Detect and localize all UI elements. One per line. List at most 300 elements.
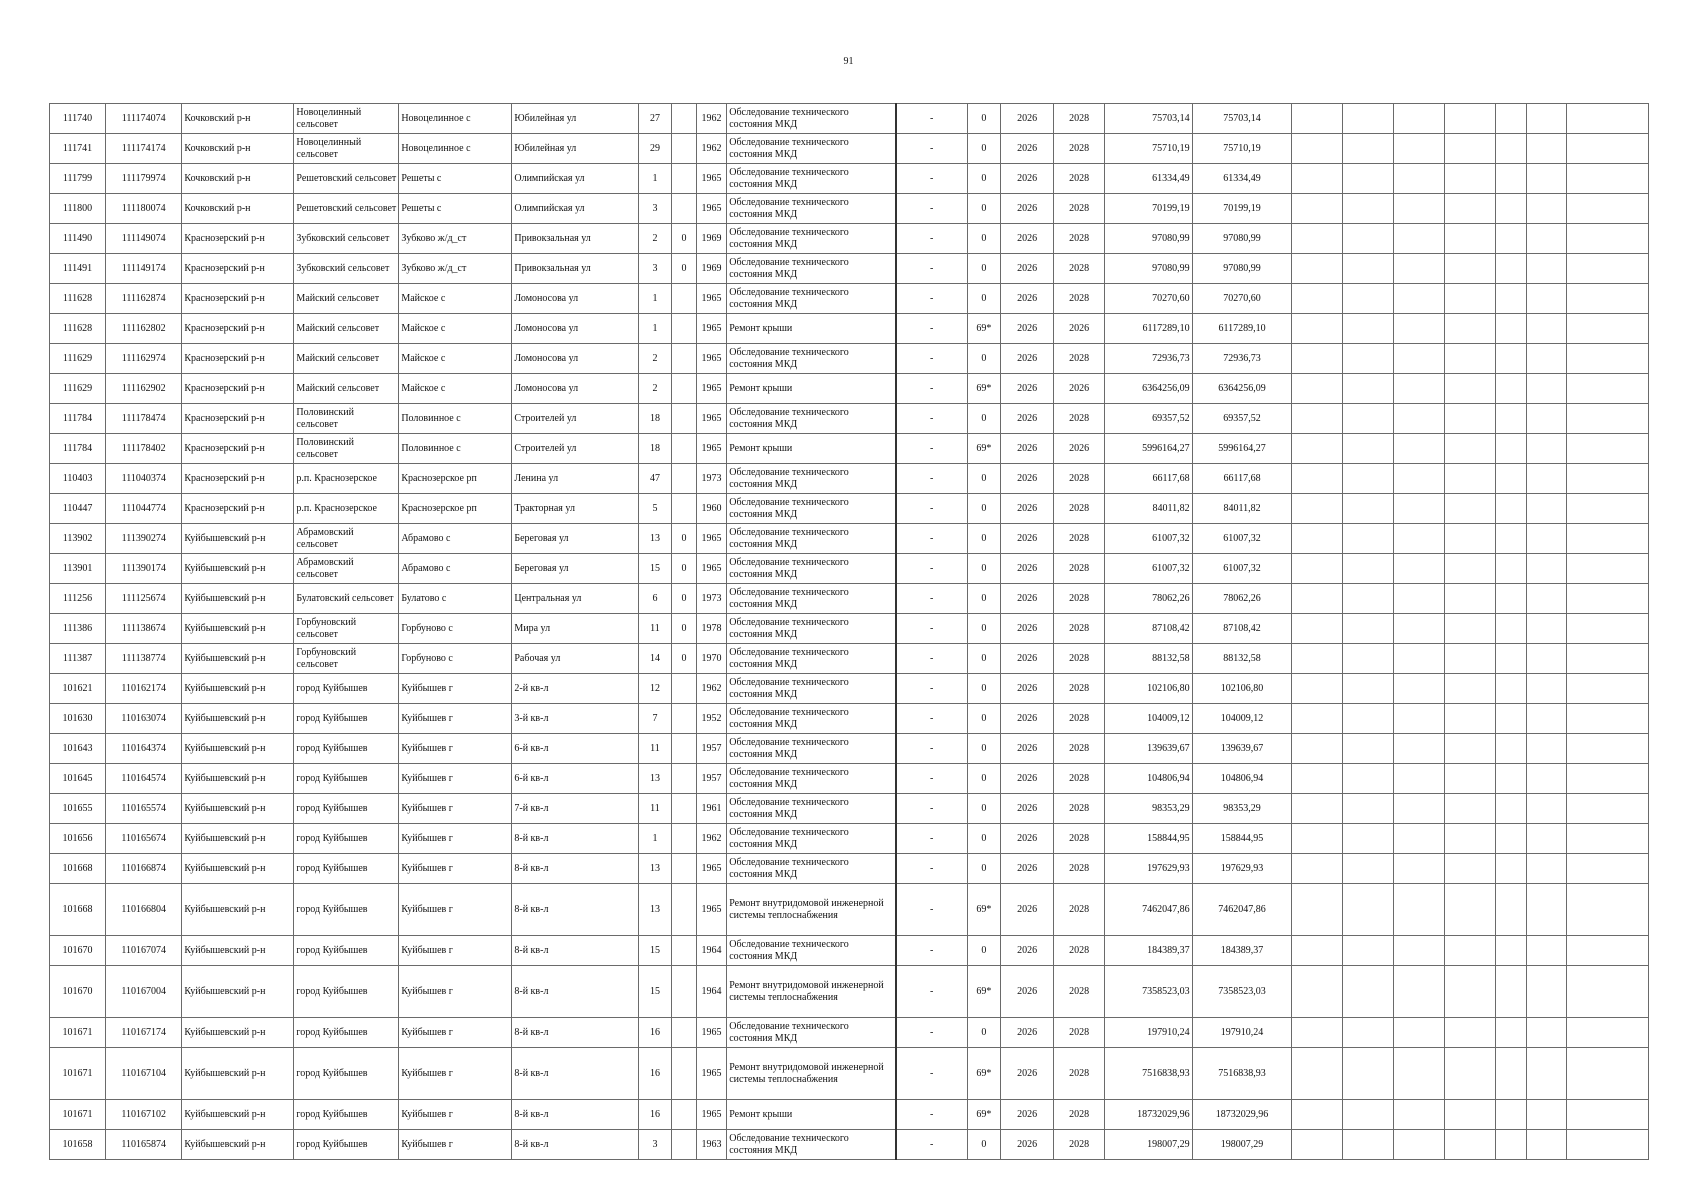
cell-empty: [1292, 554, 1343, 584]
cell-total: 7516838,93: [1192, 1048, 1292, 1100]
cell-empty: [1394, 1100, 1445, 1130]
table-row: [50, 1130, 1649, 1160]
cell-empty: [1567, 104, 1649, 134]
cell-work-id: 111390174: [106, 554, 182, 584]
cell-empty: [1445, 284, 1496, 314]
cell-empty: [1394, 824, 1445, 854]
cell-house-number: 11: [638, 614, 672, 644]
cell-year-built: 1978: [696, 614, 727, 644]
table-row: [50, 374, 1649, 404]
cell-district: Кочковский р-н: [182, 134, 294, 164]
cell-settlement: Майское с: [399, 284, 512, 314]
cell-work-id: 110167074: [106, 936, 182, 966]
cell-district: Краснозерский р-н: [182, 494, 294, 524]
cell-dash: -: [896, 704, 967, 734]
cell-municipality: Майский сельсовет: [294, 374, 399, 404]
cell-municipality: город Куйбышев: [294, 734, 399, 764]
table-row: [50, 1048, 1649, 1100]
cell-empty: [1292, 824, 1343, 854]
cell-street: 3-й кв-л: [512, 704, 638, 734]
cell-empty: [1526, 884, 1567, 936]
cell-year-start: 2026: [1001, 164, 1054, 194]
cell-empty: [1445, 1130, 1496, 1160]
cell-settlement: Куйбышев г: [399, 966, 512, 1018]
cell-house-number: 11: [638, 794, 672, 824]
cell-empty: [1567, 314, 1649, 344]
cell-cost: 87108,42: [1105, 614, 1193, 644]
cell-empty: [1496, 764, 1527, 794]
cell-empty: [1394, 1048, 1445, 1100]
cell-empty: [1394, 404, 1445, 434]
cell-wear: 0: [967, 194, 1001, 224]
cell-settlement: Новоцелинное с: [399, 134, 512, 164]
cell-municipality: город Куйбышев: [294, 1018, 399, 1048]
cell-work-id: 111162802: [106, 314, 182, 344]
cell-district: Куйбышевский р-н: [182, 854, 294, 884]
cell-building: [672, 434, 696, 464]
cell-street: Олимпийская ул: [512, 164, 638, 194]
cell-empty: [1292, 464, 1343, 494]
cell-settlement: Куйбышев г: [399, 674, 512, 704]
cell-empty: [1292, 284, 1343, 314]
cell-settlement: Куйбышев г: [399, 884, 512, 936]
cell-house-id: 111490: [50, 224, 106, 254]
cell-empty: [1343, 884, 1394, 936]
cell-year-start: 2026: [1001, 104, 1054, 134]
cell-year-start: 2026: [1001, 704, 1054, 734]
cell-year-end: 2028: [1054, 554, 1105, 584]
cell-district: Куйбышевский р-н: [182, 584, 294, 614]
cell-dash: -: [896, 524, 967, 554]
cell-wear: 0: [967, 254, 1001, 284]
cell-empty: [1496, 254, 1527, 284]
cell-year-start: 2026: [1001, 854, 1054, 884]
table-row: [50, 134, 1649, 164]
cell-empty: [1496, 936, 1527, 966]
cell-work-id: 111040374: [106, 464, 182, 494]
cell-empty: [1526, 434, 1567, 464]
cell-empty: [1292, 1018, 1343, 1048]
cell-district: Кочковский р-н: [182, 194, 294, 224]
cell-street: Ломоносова ул: [512, 344, 638, 374]
cell-house-number: 13: [638, 854, 672, 884]
cell-empty: [1567, 854, 1649, 884]
cell-house-id: 111387: [50, 644, 106, 674]
cell-empty: [1567, 224, 1649, 254]
cell-year-end: 2028: [1054, 584, 1105, 614]
cell-year-end: 2026: [1054, 314, 1105, 344]
cell-cost: 75710,19: [1105, 134, 1193, 164]
cell-work-id: 110166874: [106, 854, 182, 884]
cell-house-number: 15: [638, 966, 672, 1018]
table-row: [50, 1100, 1649, 1130]
cell-district: Куйбышевский р-н: [182, 1018, 294, 1048]
cell-empty: [1343, 134, 1394, 164]
cell-municipality: город Куйбышев: [294, 704, 399, 734]
cell-year-end: 2028: [1054, 966, 1105, 1018]
cell-municipality: Новоцелинный сельсовет: [294, 134, 399, 164]
cell-wear: 69*: [967, 1048, 1001, 1100]
cell-house-number: 1: [638, 164, 672, 194]
cell-empty: [1526, 104, 1567, 134]
cell-house-id: 111256: [50, 584, 106, 614]
cell-empty: [1343, 644, 1394, 674]
cell-district: Куйбышевский р-н: [182, 966, 294, 1018]
cell-wear: 0: [967, 584, 1001, 614]
cell-empty: [1496, 884, 1527, 936]
cell-district: Куйбышевский р-н: [182, 1048, 294, 1100]
table-row: [50, 734, 1649, 764]
cell-settlement: Булатово с: [399, 584, 512, 614]
cell-house-id: 111628: [50, 284, 106, 314]
cell-dash: -: [896, 374, 967, 404]
cell-work-id: 111149074: [106, 224, 182, 254]
cell-house-number: 1: [638, 824, 672, 854]
cell-cost: 84011,82: [1105, 494, 1193, 524]
cell-work-id: 110165674: [106, 824, 182, 854]
cell-year-built: 1962: [696, 824, 727, 854]
cell-empty: [1445, 1100, 1496, 1130]
cell-dash: -: [896, 404, 967, 434]
cell-year-end: 2028: [1054, 1018, 1105, 1048]
cell-empty: [1343, 614, 1394, 644]
cell-empty: [1526, 194, 1567, 224]
cell-empty: [1292, 404, 1343, 434]
cell-empty: [1526, 284, 1567, 314]
cell-empty: [1445, 674, 1496, 704]
cell-street: 8-й кв-л: [512, 1130, 638, 1160]
cell-house-id: 111629: [50, 374, 106, 404]
cell-empty: [1567, 554, 1649, 584]
cell-dash: -: [896, 254, 967, 284]
table-row: [50, 674, 1649, 704]
cell-empty: [1496, 434, 1527, 464]
cell-municipality: Майский сельсовет: [294, 344, 399, 374]
table-row: [50, 284, 1649, 314]
cell-street: 8-й кв-л: [512, 1018, 638, 1048]
cell-empty: [1496, 164, 1527, 194]
cell-empty: [1496, 524, 1527, 554]
cell-empty: [1292, 314, 1343, 344]
cell-year-start: 2026: [1001, 824, 1054, 854]
cell-cost: 184389,37: [1105, 936, 1193, 966]
cell-cost: 18732029,96: [1105, 1100, 1193, 1130]
cell-year-end: 2028: [1054, 674, 1105, 704]
cell-cost: 97080,99: [1105, 254, 1193, 284]
cell-work-id: 110166804: [106, 884, 182, 936]
cell-work-type: Ремонт крыши: [727, 374, 896, 404]
cell-total: 78062,26: [1192, 584, 1292, 614]
cell-cost: 97080,99: [1105, 224, 1193, 254]
cell-empty: [1394, 494, 1445, 524]
cell-year-built: 1969: [696, 254, 727, 284]
cell-empty: [1394, 614, 1445, 644]
cell-work-type: Обследование технического состояния МКД: [727, 584, 896, 614]
cell-settlement: Абрамово с: [399, 554, 512, 584]
cell-settlement: Куйбышев г: [399, 734, 512, 764]
cell-empty: [1445, 554, 1496, 584]
cell-work-type: Ремонт внутридомовой инженерной системы теплоснабжения: [727, 884, 896, 936]
cell-cost: 70270,60: [1105, 284, 1193, 314]
cell-empty: [1292, 1048, 1343, 1100]
cell-cost: 75703,14: [1105, 104, 1193, 134]
cell-house-number: 18: [638, 434, 672, 464]
cell-empty: [1394, 1018, 1445, 1048]
cell-municipality: город Куйбышев: [294, 884, 399, 936]
cell-empty: [1343, 194, 1394, 224]
cell-year-built: 1965: [696, 554, 727, 584]
cell-empty: [1567, 524, 1649, 554]
cell-work-id: 111162902: [106, 374, 182, 404]
table-row: [50, 764, 1649, 794]
cell-empty: [1343, 1018, 1394, 1048]
cell-house-id: 101656: [50, 824, 106, 854]
cell-house-number: 6: [638, 584, 672, 614]
cell-empty: [1526, 494, 1567, 524]
cell-empty: [1394, 854, 1445, 884]
table-row: [50, 884, 1649, 936]
cell-work-id: 111138774: [106, 644, 182, 674]
cell-total: 5996164,27: [1192, 434, 1292, 464]
cell-dash: -: [896, 854, 967, 884]
cell-work-id: 110163074: [106, 704, 182, 734]
cell-empty: [1445, 1048, 1496, 1100]
cell-wear: 0: [967, 794, 1001, 824]
cell-year-built: 1965: [696, 164, 727, 194]
cell-total: 104009,12: [1192, 704, 1292, 734]
cell-wear: 0: [967, 284, 1001, 314]
cell-dash: -: [896, 344, 967, 374]
cell-empty: [1496, 824, 1527, 854]
cell-empty: [1567, 734, 1649, 764]
cell-work-id: 111180074: [106, 194, 182, 224]
cell-empty: [1567, 494, 1649, 524]
cell-empty: [1394, 134, 1445, 164]
cell-year-start: 2026: [1001, 404, 1054, 434]
cell-year-start: 2026: [1001, 1100, 1054, 1130]
cell-empty: [1526, 704, 1567, 734]
cell-house-number: 18: [638, 404, 672, 434]
cell-year-start: 2026: [1001, 494, 1054, 524]
cell-work-id: 111162874: [106, 284, 182, 314]
cell-empty: [1526, 1018, 1567, 1048]
cell-empty: [1526, 314, 1567, 344]
cell-year-start: 2026: [1001, 344, 1054, 374]
cell-empty: [1567, 344, 1649, 374]
cell-total: 139639,67: [1192, 734, 1292, 764]
cell-building: 0: [672, 644, 696, 674]
cell-year-start: 2026: [1001, 936, 1054, 966]
cell-empty: [1526, 464, 1567, 494]
cell-year-built: 1952: [696, 704, 727, 734]
cell-empty: [1567, 254, 1649, 284]
cell-house-number: 29: [638, 134, 672, 164]
page-number: 91: [843, 56, 854, 67]
cell-year-end: 2028: [1054, 854, 1105, 884]
cell-street: 8-й кв-л: [512, 1048, 638, 1100]
cell-wear: 0: [967, 404, 1001, 434]
cell-year-built: 1965: [696, 1100, 727, 1130]
cell-year-end: 2028: [1054, 404, 1105, 434]
cell-wear: 0: [967, 164, 1001, 194]
cell-empty: [1526, 674, 1567, 704]
cell-street: Привокзальная ул: [512, 224, 638, 254]
cell-wear: 0: [967, 644, 1001, 674]
cell-street: 7-й кв-л: [512, 794, 638, 824]
cell-year-start: 2026: [1001, 194, 1054, 224]
cell-dash: -: [896, 584, 967, 614]
table-row: [50, 554, 1649, 584]
cell-empty: [1292, 194, 1343, 224]
cell-empty: [1394, 794, 1445, 824]
cell-empty: [1496, 554, 1527, 584]
cell-settlement: Половинное с: [399, 434, 512, 464]
cell-total: 61007,32: [1192, 554, 1292, 584]
cell-district: Куйбышевский р-н: [182, 936, 294, 966]
cell-year-start: 2026: [1001, 674, 1054, 704]
cell-wear: 0: [967, 824, 1001, 854]
cell-house-id: 111629: [50, 344, 106, 374]
table-row: [50, 936, 1649, 966]
table-row: [50, 644, 1649, 674]
cell-work-type: Ремонт крыши: [727, 434, 896, 464]
cell-work-id: 110167104: [106, 1048, 182, 1100]
cell-dash: -: [896, 936, 967, 966]
cell-dash: -: [896, 764, 967, 794]
cell-dash: -: [896, 134, 967, 164]
cell-building: 0: [672, 554, 696, 584]
cell-year-built: 1960: [696, 494, 727, 524]
cell-wear: 0: [967, 554, 1001, 584]
cell-street: Рабочая ул: [512, 644, 638, 674]
cell-year-built: 1965: [696, 404, 727, 434]
cell-dash: -: [896, 554, 967, 584]
cell-total: 75703,14: [1192, 104, 1292, 134]
cell-empty: [1292, 434, 1343, 464]
cell-district: Краснозерский р-н: [182, 284, 294, 314]
cell-district: Краснозерский р-н: [182, 434, 294, 464]
cell-settlement: Горбуново с: [399, 644, 512, 674]
cell-empty: [1567, 284, 1649, 314]
cell-empty: [1343, 524, 1394, 554]
cell-empty: [1567, 164, 1649, 194]
cell-cost: 104806,94: [1105, 764, 1193, 794]
cell-house-id: 101643: [50, 734, 106, 764]
cell-year-built: 1957: [696, 734, 727, 764]
cell-year-start: 2026: [1001, 554, 1054, 584]
cell-year-start: 2026: [1001, 966, 1054, 1018]
repair-program-table: [49, 103, 1649, 1160]
cell-dash: -: [896, 464, 967, 494]
cell-empty: [1526, 1048, 1567, 1100]
cell-empty: [1567, 966, 1649, 1018]
cell-municipality: р.п. Краснозерское: [294, 494, 399, 524]
cell-empty: [1394, 344, 1445, 374]
cell-empty: [1343, 584, 1394, 614]
cell-year-start: 2026: [1001, 1130, 1054, 1160]
cell-empty: [1343, 224, 1394, 254]
cell-building: [672, 284, 696, 314]
cell-empty: [1394, 464, 1445, 494]
cell-empty: [1567, 404, 1649, 434]
cell-house-number: 1: [638, 284, 672, 314]
cell-total: 70270,60: [1192, 284, 1292, 314]
cell-year-built: 1965: [696, 344, 727, 374]
cell-empty: [1394, 554, 1445, 584]
cell-empty: [1292, 224, 1343, 254]
cell-empty: [1292, 1130, 1343, 1160]
cell-year-start: 2026: [1001, 1018, 1054, 1048]
cell-district: Куйбышевский р-н: [182, 644, 294, 674]
cell-settlement: Половинное с: [399, 404, 512, 434]
cell-empty: [1526, 824, 1567, 854]
cell-work-type: Обследование технического состояния МКД: [727, 224, 896, 254]
cell-total: 104806,94: [1192, 764, 1292, 794]
cell-year-start: 2026: [1001, 1048, 1054, 1100]
cell-wear: 0: [967, 344, 1001, 374]
cell-settlement: Куйбышев г: [399, 936, 512, 966]
cell-year-end: 2028: [1054, 104, 1105, 134]
cell-empty: [1292, 734, 1343, 764]
cell-empty: [1292, 584, 1343, 614]
cell-empty: [1445, 374, 1496, 404]
cell-house-number: 13: [638, 764, 672, 794]
cell-empty: [1526, 1130, 1567, 1160]
cell-house-id: 101668: [50, 854, 106, 884]
cell-dash: -: [896, 494, 967, 524]
cell-district: Куйбышевский р-н: [182, 824, 294, 854]
cell-street: Ломоносова ул: [512, 284, 638, 314]
cell-house-id: 111800: [50, 194, 106, 224]
cell-year-end: 2028: [1054, 284, 1105, 314]
cell-district: Куйбышевский р-н: [182, 884, 294, 936]
cell-cost: 7516838,93: [1105, 1048, 1193, 1100]
cell-work-id: 111162974: [106, 344, 182, 374]
cell-house-number: 47: [638, 464, 672, 494]
cell-empty: [1343, 794, 1394, 824]
cell-building: [672, 734, 696, 764]
cell-dash: -: [896, 1130, 967, 1160]
cell-empty: [1496, 966, 1527, 1018]
cell-empty: [1343, 404, 1394, 434]
cell-empty: [1343, 854, 1394, 884]
cell-empty: [1445, 824, 1496, 854]
cell-empty: [1567, 584, 1649, 614]
cell-house-number: 14: [638, 644, 672, 674]
cell-municipality: Майский сельсовет: [294, 284, 399, 314]
cell-wear: 0: [967, 524, 1001, 554]
cell-empty: [1394, 284, 1445, 314]
cell-settlement: Зубково ж/д_ст: [399, 254, 512, 284]
cell-house-id: 111784: [50, 434, 106, 464]
cell-year-end: 2028: [1054, 164, 1105, 194]
cell-empty: [1496, 344, 1527, 374]
cell-empty: [1526, 854, 1567, 884]
cell-house-id: 101670: [50, 936, 106, 966]
cell-empty: [1343, 344, 1394, 374]
cell-work-id: 111178474: [106, 404, 182, 434]
cell-empty: [1496, 674, 1527, 704]
table-row: [50, 314, 1649, 344]
cell-street: Ломоносова ул: [512, 314, 638, 344]
cell-total: 98353,29: [1192, 794, 1292, 824]
cell-empty: [1445, 644, 1496, 674]
cell-total: 102106,80: [1192, 674, 1292, 704]
cell-work-type: Обследование технического состояния МКД: [727, 794, 896, 824]
cell-cost: 7462047,86: [1105, 884, 1193, 936]
cell-empty: [1445, 764, 1496, 794]
cell-empty: [1496, 794, 1527, 824]
